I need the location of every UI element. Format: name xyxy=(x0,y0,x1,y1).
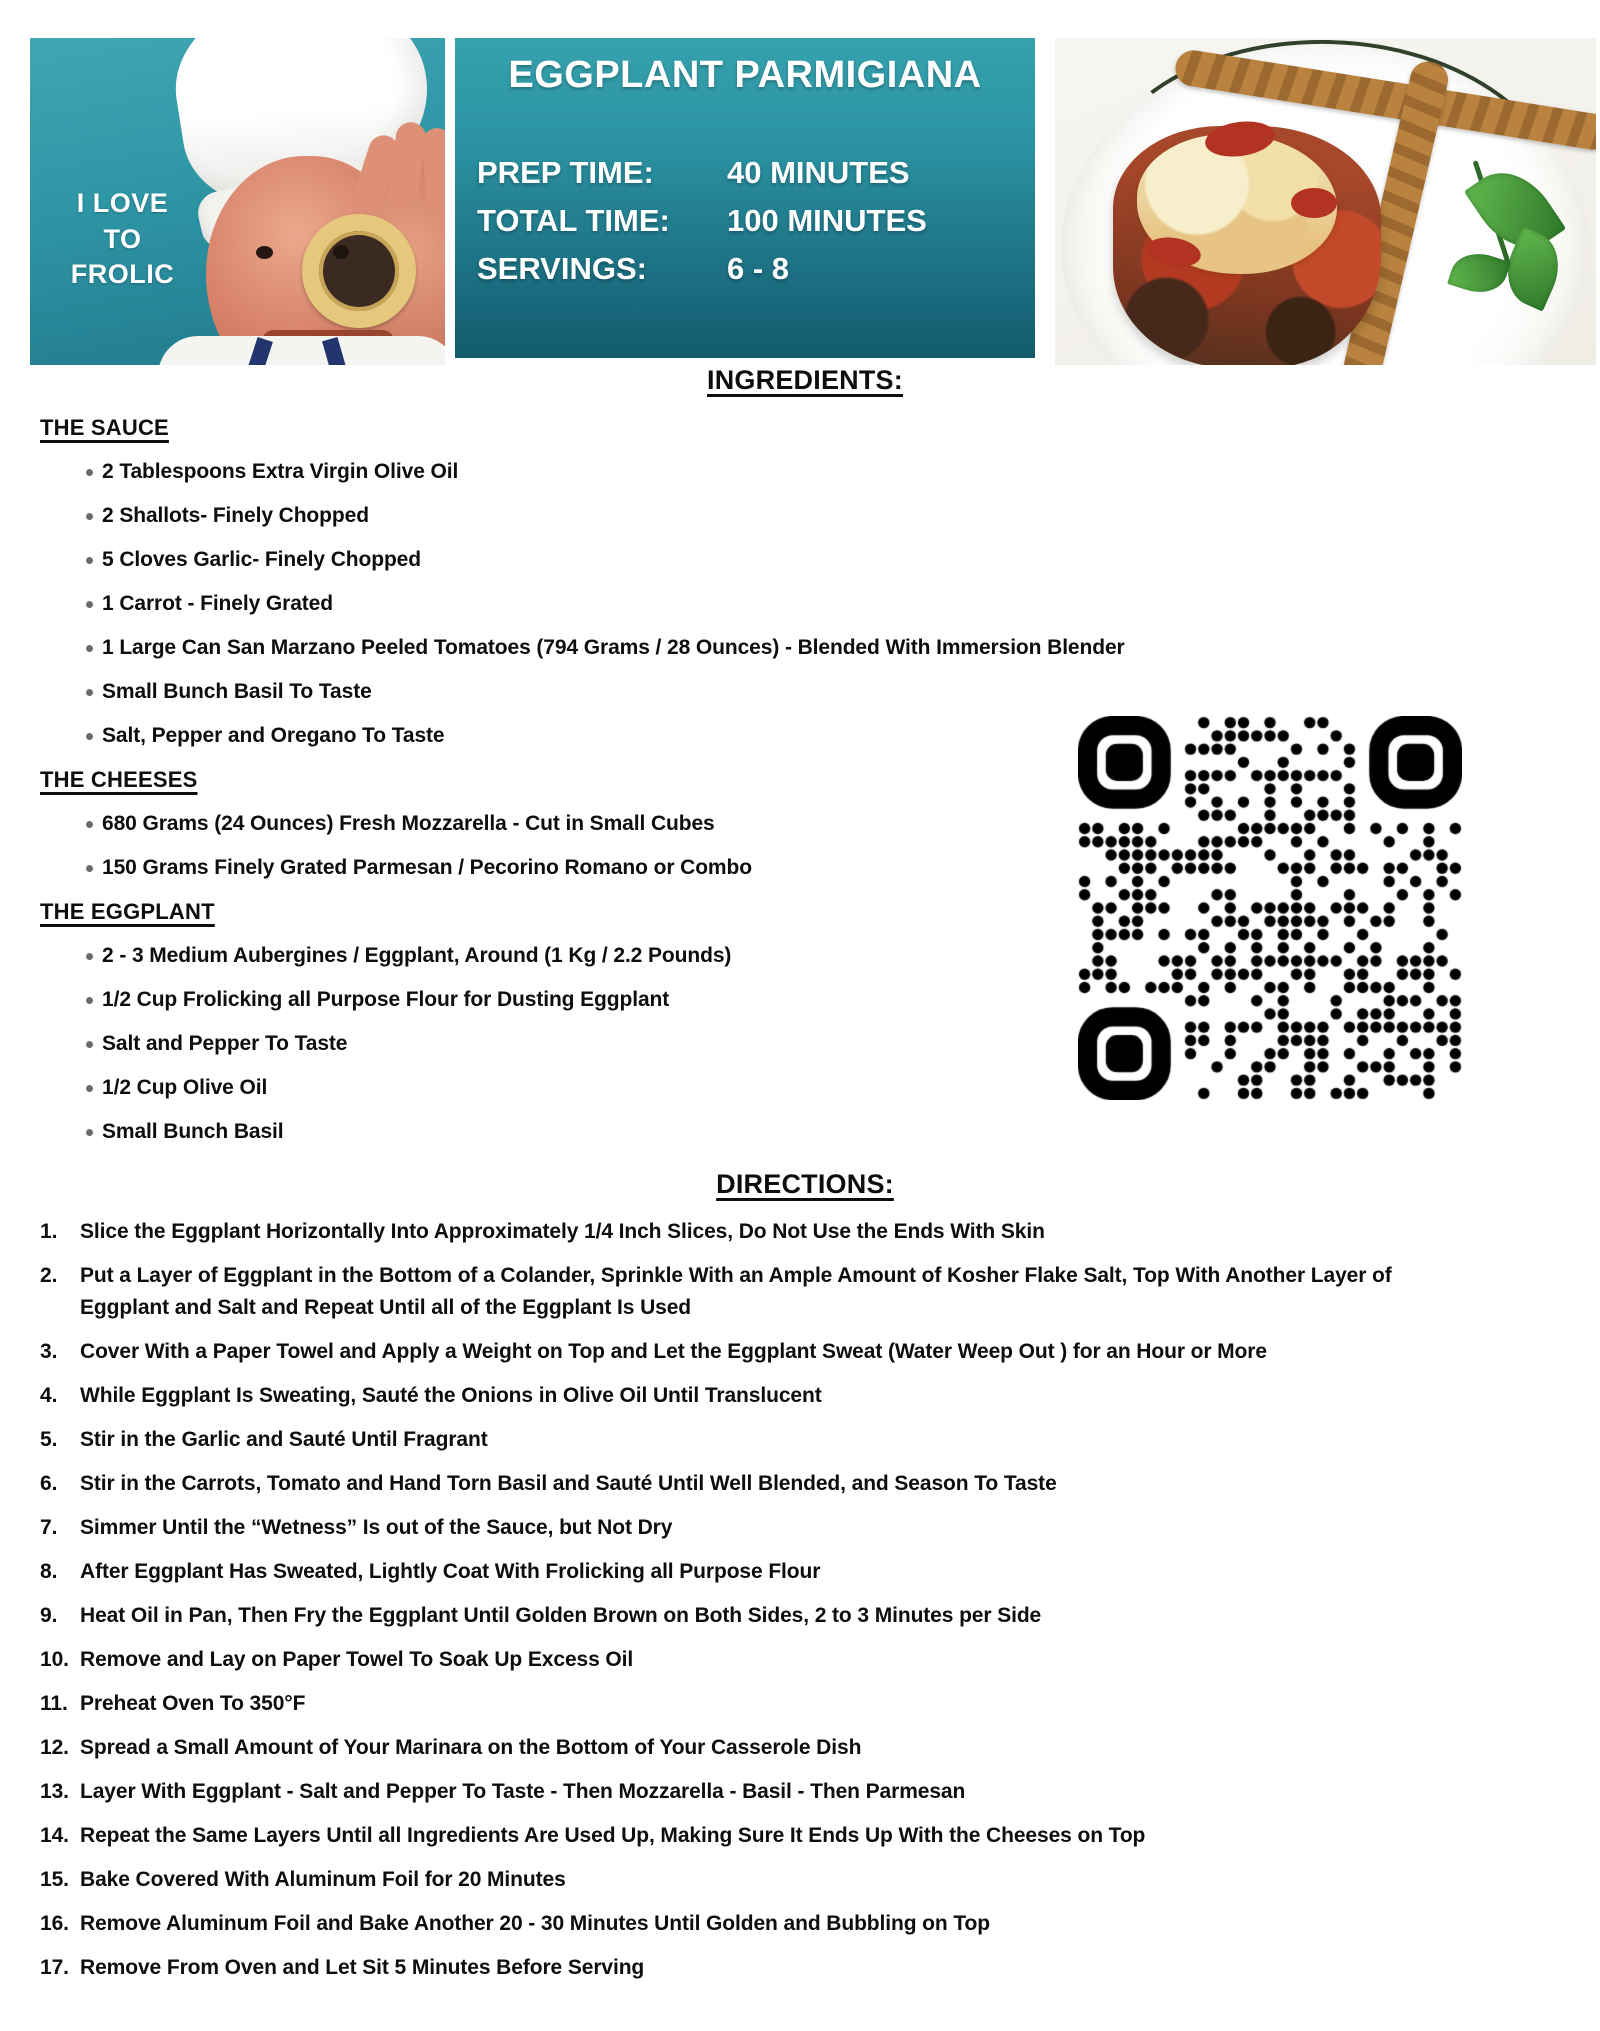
ingredient-item xyxy=(40,1028,1570,1060)
ingredient-item xyxy=(40,1116,1570,1148)
step-text: Spread a Small Amount of Your Marinara on the Bottom of Your Casserole Dish xyxy=(80,1736,862,1759)
step-number: 1. xyxy=(40,1220,58,1243)
direction-step xyxy=(40,1556,1570,1588)
step-text: Put a Layer of Eggplant in the Bottom of a Colander, Sprinkle With an Ample Amount of Kosher Flake Salt, Top With Another Layer of Eggplant and Salt and Repeat Until all of the Eggplant Is Used xyxy=(80,1264,1392,1319)
chef-eye-through-ring xyxy=(333,245,349,259)
step-text: Slice the Eggplant Horizontally Into Approximately 1/4 Inch Slices, Do Not Use the Ends With Skin xyxy=(80,1220,1045,1243)
step-text: Layer With Eggplant - Salt and Pepper To Taste - Then Mozzarella - Basil - Then Parmesan xyxy=(80,1780,966,1803)
step-text: Simmer Until the “Wetness” Is out of the Sauce, but Not Dry xyxy=(80,1516,673,1539)
direction-step xyxy=(40,1216,1570,1248)
direction-step xyxy=(40,1820,1570,1852)
ingredient-item xyxy=(40,456,1570,488)
bullet-dot-icon xyxy=(86,601,93,608)
total-time-value: 100 MINUTES xyxy=(727,203,927,238)
ingredient-text: 1 Large Can San Marzano Peeled Tomatoes (794 Grams / 28 Ounces) - Blended With Immersion Blender xyxy=(102,636,1125,659)
prep-time-value: 40 MINUTES xyxy=(727,155,910,190)
onion-ring xyxy=(302,214,416,328)
ingredient-text: 680 Grams (24 Ounces) Fresh Mozzarella - Cut in Small Cubes xyxy=(102,812,715,835)
direction-step xyxy=(40,1260,1570,1324)
bullet-dot-icon xyxy=(86,1085,93,1092)
ingredients-heading: INGREDIENTS: xyxy=(707,365,903,395)
ingredient-text: Salt, Pepper and Oregano To Taste xyxy=(102,724,445,747)
ingredient-item xyxy=(40,500,1570,532)
prep-time-label: PREP TIME: xyxy=(477,155,654,190)
section-title-cheeses: THE CHEESES xyxy=(40,767,198,792)
step-number: 14. xyxy=(40,1824,69,1847)
direction-step xyxy=(40,1864,1570,1896)
bullet-dot-icon xyxy=(86,865,93,872)
step-text: Repeat the Same Layers Until all Ingredients Are Used Up, Making Sure It Ends Up With the Cheeses on Top xyxy=(80,1824,1146,1847)
chef-caption-line: FROLIC xyxy=(70,259,175,290)
step-text: Stir in the Carrots, Tomato and Hand Torn Basil and Sauté Until Well Blended, and Season To Taste xyxy=(80,1472,1057,1495)
step-text: Remove and Lay on Paper Towel To Soak Up Excess Oil xyxy=(80,1648,634,1671)
servings-label: SERVINGS: xyxy=(477,251,647,286)
recipe-title: EGGPLANT PARMIGIANA xyxy=(508,54,982,96)
step-text: After Eggplant Has Sweated, Lightly Coat With Frolicking all Purpose Flour xyxy=(80,1560,821,1583)
step-number: 12. xyxy=(40,1736,69,1759)
directions-heading: DIRECTIONS: xyxy=(716,1169,894,1199)
chef-caption xyxy=(40,186,205,293)
step-number: 2. xyxy=(40,1264,58,1287)
bullet-dot-icon xyxy=(86,645,93,652)
chef-caption-line: TO xyxy=(103,223,142,254)
direction-step xyxy=(40,1512,1570,1544)
total-time-label: TOTAL TIME: xyxy=(477,203,670,238)
ingredient-text: 1 Carrot - Finely Grated xyxy=(102,592,333,615)
direction-step xyxy=(40,1468,1570,1500)
step-number: 13. xyxy=(40,1780,69,1803)
step-number: 16. xyxy=(40,1912,69,1935)
servings-row xyxy=(477,245,1035,293)
bullet-dot-icon xyxy=(86,997,93,1004)
section-title-eggplant: THE EGGPLANT xyxy=(40,899,215,924)
chef-eye xyxy=(256,246,273,259)
step-number: 4. xyxy=(40,1384,58,1407)
bullet-dot-icon xyxy=(86,953,93,960)
direction-step xyxy=(40,1336,1570,1368)
marinara-sauce xyxy=(1291,188,1337,218)
recipe-meta xyxy=(455,149,1035,293)
bullet-dot-icon xyxy=(86,821,93,828)
step-number: 7. xyxy=(40,1516,58,1539)
step-number: 6. xyxy=(40,1472,58,1495)
ingredient-item xyxy=(40,588,1570,620)
direction-step xyxy=(40,1952,1570,1984)
step-number: 15. xyxy=(40,1868,69,1891)
dish-photo xyxy=(1055,38,1596,365)
ingredient-text: 2 Shallots- Finely Chopped xyxy=(102,504,369,527)
servings-value: 6 - 8 xyxy=(727,251,790,286)
ingredient-text: Small Bunch Basil xyxy=(102,1120,284,1143)
step-text: Remove From Oven and Let Sit 5 Minutes Before Serving xyxy=(80,1956,645,1979)
ingredient-item xyxy=(40,720,1570,752)
step-number: 11. xyxy=(40,1692,68,1715)
prep-time-row xyxy=(477,149,1035,197)
step-text: Cover With a Paper Towel and Apply a Weight on Top and Let the Eggplant Sweat (Water Weep Out ) for an Hour or More xyxy=(80,1340,1267,1363)
ingredient-item xyxy=(40,544,1570,576)
step-number: 10. xyxy=(40,1648,69,1671)
direction-step xyxy=(40,1688,1570,1720)
step-text: Heat Oil in Pan, Then Fry the Eggplant Until Golden Brown on Both Sides, 2 to 3 Minutes per Side xyxy=(80,1604,1042,1627)
step-text: Preheat Oven To 350°F xyxy=(80,1692,306,1715)
ingredient-text: 1/2 Cup Olive Oil xyxy=(102,1076,268,1099)
bullet-dot-icon xyxy=(86,733,93,740)
direction-step xyxy=(40,1424,1570,1456)
ingredient-item xyxy=(40,676,1570,708)
direction-step xyxy=(40,1600,1570,1632)
ingredient-text: Small Bunch Basil To Taste xyxy=(102,680,372,703)
ingredient-text: Salt and Pepper To Taste xyxy=(102,1032,348,1055)
direction-step xyxy=(40,1644,1570,1676)
step-number: 8. xyxy=(40,1560,58,1583)
step-text: Remove Aluminum Foil and Bake Another 20 - 30 Minutes Until Golden and Bubbling on Top xyxy=(80,1912,990,1935)
ingredient-item xyxy=(40,852,1570,884)
ingredient-item xyxy=(40,1072,1570,1104)
chef-shirt xyxy=(158,336,445,365)
bullet-dot-icon xyxy=(86,1129,93,1136)
bullet-dot-icon xyxy=(86,469,93,476)
ingredient-text: 2 Tablespoons Extra Virgin Olive Oil xyxy=(102,460,459,483)
direction-step xyxy=(40,1776,1570,1808)
recipe-body xyxy=(40,362,1570,1996)
section-title-sauce: THE SAUCE xyxy=(40,415,169,440)
bullet-dot-icon xyxy=(86,557,93,564)
step-text: Bake Covered With Aluminum Foil for 20 Minutes xyxy=(80,1868,566,1891)
direction-step xyxy=(40,1380,1570,1412)
ingredient-text: 150 Grams Finely Grated Parmesan / Pecorino Romano or Combo xyxy=(102,856,752,879)
bullet-dot-icon xyxy=(86,513,93,520)
step-text: Stir in the Garlic and Sauté Until Fragrant xyxy=(80,1428,488,1451)
step-number: 3. xyxy=(40,1340,58,1363)
direction-step xyxy=(40,1908,1570,1940)
ingredient-text: 2 - 3 Medium Aubergines / Eggplant, Around (1 Kg / 2.2 Pounds) xyxy=(102,944,732,967)
ingredient-item xyxy=(40,940,1570,972)
direction-step xyxy=(40,1732,1570,1764)
ingredient-item xyxy=(40,632,1570,664)
step-number: 17. xyxy=(40,1956,69,1979)
ingredient-item xyxy=(40,808,1570,840)
ingredient-text: 1/2 Cup Frolicking all Purpose Flour for Dusting Eggplant xyxy=(102,988,670,1011)
ingredient-text: 5 Cloves Garlic- Finely Chopped xyxy=(102,548,421,571)
title-banner xyxy=(455,38,1035,358)
step-text: While Eggplant Is Sweating, Sauté the Onions in Olive Oil Until Translucent xyxy=(80,1384,822,1407)
bullet-dot-icon xyxy=(86,1041,93,1048)
chef-caption-line: I LOVE xyxy=(76,188,169,218)
step-number: 5. xyxy=(40,1428,58,1451)
step-number: 9. xyxy=(40,1604,58,1627)
ingredient-item xyxy=(40,984,1570,1016)
total-time-row xyxy=(477,197,1035,245)
chef-photo xyxy=(30,38,445,365)
bullet-dot-icon xyxy=(86,689,93,696)
